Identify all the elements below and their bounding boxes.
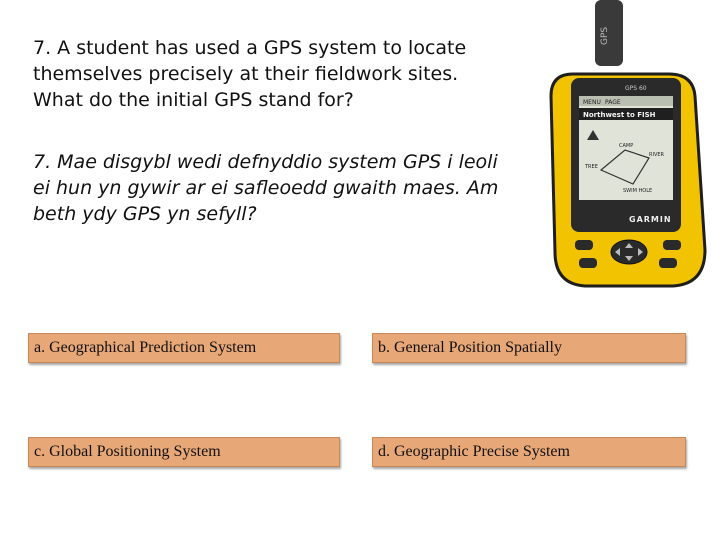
button-right-bottom [659, 258, 677, 268]
screen-tab-page: PAGE [605, 99, 621, 106]
gps-device-icon [545, 0, 720, 288]
answer-option-b[interactable]: b. General Position Spatially [372, 333, 686, 363]
answer-option-a[interactable]: a. Geographical Prediction System [28, 333, 340, 363]
answer-option-c[interactable]: c. Global Positioning System [28, 437, 340, 467]
antenna-label: GPS [600, 26, 610, 45]
button-right-top [663, 240, 681, 250]
screen-tab-menu: MENU [583, 99, 601, 106]
brand-label: GARMIN [629, 215, 672, 224]
screen-heading: Northwest to FISH [583, 111, 656, 119]
map-label-swim-hole: SWIM HOLE [623, 188, 653, 194]
map-label-camp: CAMP [619, 143, 634, 149]
model-label: GPS 60 [625, 85, 647, 92]
question-english: 7. A student has used a GPS system to locate themselves precisely at their fieldwork sites. What do the initial GPS stand for? [33, 37, 467, 111]
map-label-tree: TREE [585, 164, 598, 170]
button-left-top [575, 240, 593, 250]
map-label-river: RIVER [649, 152, 665, 158]
answer-option-d[interactable]: d. Geographic Precise System [372, 437, 686, 467]
button-left-bottom [579, 258, 597, 268]
question-welsh: 7. Mae disgybl wedi defnyddio system GPS i leoli ei hun yn gywir ar ei safleoedd gwaith maes. Am beth ydy GPS yn sefyll? [33, 151, 499, 225]
